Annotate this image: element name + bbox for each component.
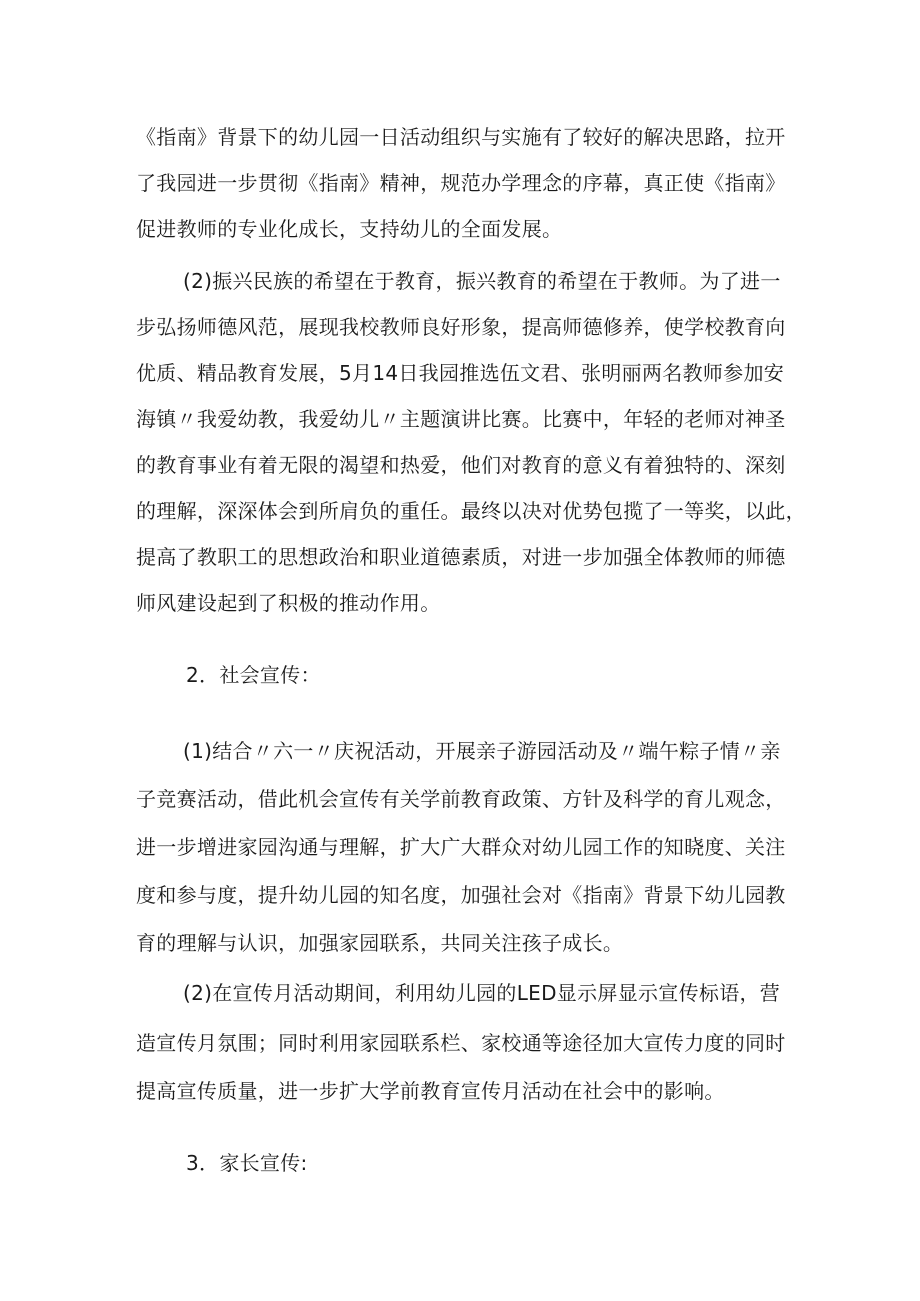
paragraph-3-line-2: 子竞赛活动，借此机会宣传有关学前教育政策、方针及科学的育儿观念，	[136, 787, 786, 811]
paragraph-2-line-6: 的理解，深深体会到所肩负的重任。最终以决对优势包揽了一等奖，以此，	[136, 499, 806, 523]
paragraph-3-line-4: 度和参与度，提升幼儿园的知名度，加强社会对《指南》背景下幼儿园教	[136, 883, 786, 907]
section-heading-3: 3．家长宣传:	[186, 1151, 308, 1175]
paragraph-2-line-7: 提高了教职工的思想政治和职业道德素质，对进一步加强全体教师的师德	[136, 545, 786, 569]
paragraph-4-line-1: (2)在宣传月活动期间，利用幼儿园的LED显示屏显示宣传标语，营	[183, 981, 781, 1005]
paragraph-3-line-3: 进一步增进家园沟通与理解，扩大广大群众对幼儿园工作的知晓度、关注	[136, 835, 786, 859]
paragraph-3-line-1: (1)结合〃六一〃庆祝活动，开展亲子游园活动及〃端午粽子情〃亲	[183, 739, 781, 763]
paragraph-1-line-2: 了我园进一步贯彻《指南》精神，规范办学理念的序幕，真正使《指南》	[136, 171, 786, 195]
paragraph-4-line-3: 提高宣传质量，进一步扩大学前教育宣传月活动在社会中的影响。	[136, 1079, 725, 1103]
paragraph-2-line-5: 的教育事业有着无限的渴望和热爱，他们对教育的意义有着独特的、深刻	[136, 453, 786, 477]
paragraph-2-line-8: 师风建设起到了积极的推动作用。	[136, 591, 441, 615]
paragraph-3-line-5: 育的理解与认识，加强家园联系，共同关注孩子成长。	[136, 931, 624, 955]
section-heading-2: 2．社会宣传：	[186, 663, 321, 687]
paragraph-1-line-3: 促进教师的专业化成长，支持幼儿的全面发展。	[136, 217, 563, 241]
paragraph-2-line-4: 海镇〃我爱幼教，我爱幼儿〃主题演讲比赛。比赛中，年轻的老师对神圣	[136, 407, 786, 431]
paragraph-2-line-1: (2)振兴民族的希望在于教育，振兴教育的希望在于教师。为了进一	[183, 269, 781, 293]
paragraph-2-line-3: 优质、精品教育发展，5月14日我园推选伍文君、张明丽两名教师参加安	[136, 361, 785, 385]
paragraph-1-line-1: 《指南》背景下的幼儿园一日活动组织与实施有了较好的解决思路，拉开	[136, 125, 786, 149]
paragraph-2-line-2: 步弘扬师德风范，展现我校教师良好形象，提高师德修养，使学校教育向	[136, 315, 786, 339]
paragraph-4-line-2: 造宣传月氛围；同时利用家园联系栏、家校通等途径加大宣传力度的同时	[136, 1031, 786, 1055]
